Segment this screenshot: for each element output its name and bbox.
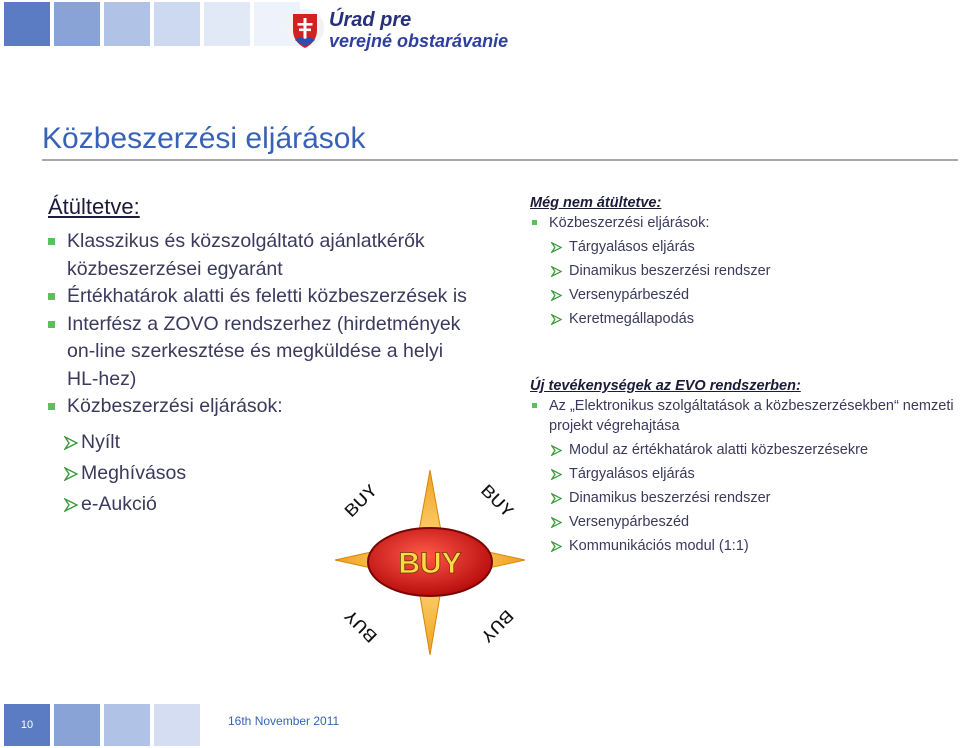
sub-list-item <box>530 510 955 534</box>
arrow-bullet-icon <box>551 493 562 504</box>
list-item: Értékhatárok alatti és feletti közbeszerzések is <box>48 283 478 311</box>
arrow-bullet-icon <box>64 498 78 512</box>
right-heading-1: Még nem átültetve: <box>530 195 662 211</box>
list-item-label: Közbeszerzési eljárások: <box>549 215 710 231</box>
header-square <box>4 2 50 46</box>
sub-list-item <box>530 259 955 283</box>
sub-list-label: Dinamikus beszerzési rendszer <box>569 490 771 506</box>
header-square <box>154 2 200 46</box>
logo <box>285 6 535 56</box>
title-divider <box>42 159 958 161</box>
sub-list-label: e-Aukció <box>81 492 157 515</box>
arrow-bullet-icon <box>551 242 562 253</box>
arrow-bullet-icon <box>551 445 562 456</box>
sub-list-label: Meghívásos <box>81 461 187 484</box>
arrow-bullet-icon <box>64 436 78 450</box>
sub-list-item <box>530 235 955 259</box>
sub-list-label: Dinamikus beszerzési rendszer <box>569 263 771 279</box>
buy-center-text: BUY <box>398 547 462 580</box>
sub-list-label: Tárgyalásos eljárás <box>569 466 695 482</box>
footer-date: 16th November 2011 <box>228 714 340 728</box>
logo-line2: verejné obstarávanie <box>329 31 509 51</box>
header-square <box>204 2 250 46</box>
arrow-bullet-icon <box>551 541 562 552</box>
list-item-label: Az „Elektronikus szolgáltatások a közbeszerzésekben“ nemzeti projekt végrehajtása <box>549 398 954 434</box>
header-square <box>54 2 100 46</box>
logo-text <box>329 10 508 52</box>
right-bullet-list-2 <box>530 396 955 558</box>
arrow-bullet-icon <box>551 314 562 325</box>
sub-list-item <box>530 534 955 558</box>
left-heading: Átültetve: <box>48 194 140 219</box>
sub-list-label: Kommunikációs modul (1:1) <box>569 538 749 554</box>
footer-square <box>154 704 200 746</box>
buy-starburst-image <box>335 470 525 655</box>
slovak-emblem-icon <box>285 6 325 52</box>
sub-list-item <box>530 438 955 462</box>
list-item <box>530 213 955 331</box>
sub-list-item <box>530 283 955 307</box>
arrow-bullet-icon <box>64 467 78 481</box>
footer-square <box>54 704 100 746</box>
right-sub-list-1 <box>530 235 955 331</box>
list-item: Klasszikus és közszolgáltató ajánlatkérők közbeszerzései egyaránt <box>48 228 478 283</box>
sub-list-label: Tárgyalásos eljárás <box>569 239 695 255</box>
new-activities-section <box>530 377 955 558</box>
sub-list-label: Nyílt <box>81 430 120 453</box>
sub-list-item <box>530 307 955 331</box>
right-column <box>530 194 955 558</box>
sub-list-item <box>63 427 478 458</box>
not-yet-transposed-section <box>530 194 955 331</box>
arrow-bullet-icon <box>551 517 562 528</box>
arrow-bullet-icon <box>551 469 562 480</box>
sub-list-label: Keretmegállapodás <box>569 311 694 327</box>
list-item: Interfész a ZOVO rendszerhez (hirdetmények on-line szerkesztése és megküldése a helyi HL-hez) <box>48 311 478 394</box>
page-title: Közbeszerzési eljárások <box>42 122 366 155</box>
sub-list-label: Versenypárbeszéd <box>569 287 690 303</box>
page-number: 10 <box>20 719 34 731</box>
right-bullet-list-1 <box>530 213 955 331</box>
arrow-bullet-icon <box>551 266 562 277</box>
sub-list-item <box>530 486 955 510</box>
logo-line1: Úrad pre <box>329 9 412 31</box>
sub-list-label: Versenypárbeszéd <box>569 514 690 530</box>
list-item-label: Közbeszerzési eljárások: <box>67 395 283 417</box>
buy-corner-text: BUY <box>340 480 382 522</box>
sub-list-label: Modul az értékhatárok alatti közbeszerzésekre <box>569 442 869 458</box>
buy-corner-text: BUY <box>476 605 518 647</box>
right-sub-list-2 <box>530 438 955 558</box>
arrow-bullet-icon <box>551 290 562 301</box>
header-decoration <box>4 2 300 46</box>
buy-corner-text: BUY <box>340 605 382 647</box>
list-item <box>530 396 955 558</box>
right-heading-2: Új tevékenységek az EVO rendszerben: <box>530 378 801 394</box>
footer-square <box>104 704 150 746</box>
sub-list-item <box>530 462 955 486</box>
header-square <box>104 2 150 46</box>
buy-corner-text: BUY <box>476 480 518 522</box>
